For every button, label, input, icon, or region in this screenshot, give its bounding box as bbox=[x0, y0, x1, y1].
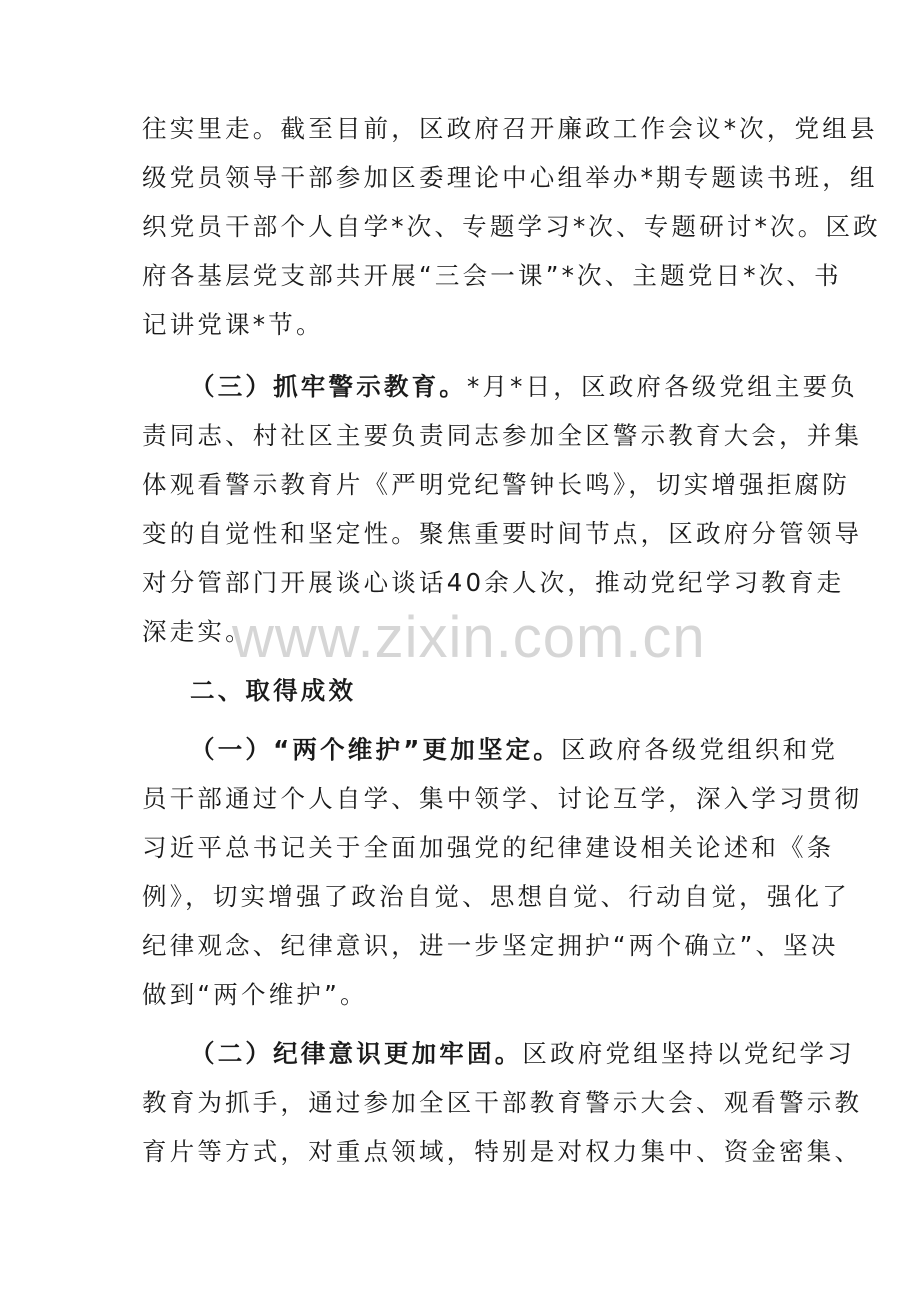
paragraph-line: 记讲党课*节。 bbox=[142, 310, 324, 339]
paragraph-line: 体观看警示教育片《严明党纪警钟长鸣》，切实增强拒腐防 bbox=[142, 470, 850, 499]
paragraph-line: 府各基层党支部共开展“三会一课”*次、主题党日*次、书 bbox=[142, 261, 842, 290]
paragraph-line: 教育为抓手，通过参加全区干部教育警示大会、观看警示教 bbox=[142, 1088, 863, 1117]
paragraph-line: 织党员干部个人自学*次、专题学习*次、专题研讨*次。区政 bbox=[142, 212, 881, 241]
paragraph-line: 责同志、村社区主要负责同志参加全区警示教育大会，并集 bbox=[142, 421, 863, 450]
paragraph-line: 做到“两个维护”。 bbox=[142, 980, 368, 1009]
paragraph-line: 员干部通过个人自学、集中领学、讨论互学，深入学习贯彻 bbox=[142, 784, 863, 813]
paragraph-first-line bbox=[190, 1039, 855, 1069]
paragraph-text: *月*日，区政府各级党组主要负 bbox=[467, 372, 858, 401]
paragraph-heading: （二）纪律意识更加牢固。 bbox=[190, 1039, 523, 1068]
paragraph-first-line bbox=[190, 372, 858, 402]
paragraph-text: 区政府党组坚持以党纪学习 bbox=[522, 1039, 855, 1068]
paragraph-first-line bbox=[190, 735, 838, 765]
watermark: www.zixin.com.cn bbox=[232, 605, 706, 670]
paragraph-heading: （三）抓牢警示教育。 bbox=[190, 372, 467, 401]
paragraph-line: 育片等方式，对重点领域，特别是对权力集中、资金密集、 bbox=[142, 1137, 863, 1166]
paragraph-text: 区政府各级党组织和党 bbox=[561, 735, 839, 764]
paragraph-line: 习近平总书记关于全面加强党的纪律建设相关论述和《条 bbox=[142, 833, 835, 862]
section-title: 二、取得成效 bbox=[190, 676, 357, 705]
paragraph-line: 例》，切实增强了政治自觉、思想自觉、行动自觉，强化了 bbox=[142, 882, 850, 911]
paragraph-line: 变的自觉性和坚定性。聚焦重要时间节点，区政府分管领导 bbox=[142, 519, 863, 548]
paragraph-line: 级党员领导干部参加区委理论中心组举办*期专题读书班，组 bbox=[142, 163, 878, 192]
paragraph-line: 对分管部门开展谈心谈话40余人次，推动党纪学习教育走 bbox=[142, 568, 845, 597]
paragraph-line: 纪律观念、纪律意识，进一步坚定拥护“两个确立”、坚决 bbox=[142, 931, 839, 960]
paragraph-heading: （一）“两个维护”更加坚定。 bbox=[190, 735, 562, 764]
paragraph-line: 往实里走。截至目前，区政府召开廉政工作会议*次，党组县 bbox=[142, 114, 878, 143]
paragraph-line: 深走实。 bbox=[142, 617, 253, 646]
